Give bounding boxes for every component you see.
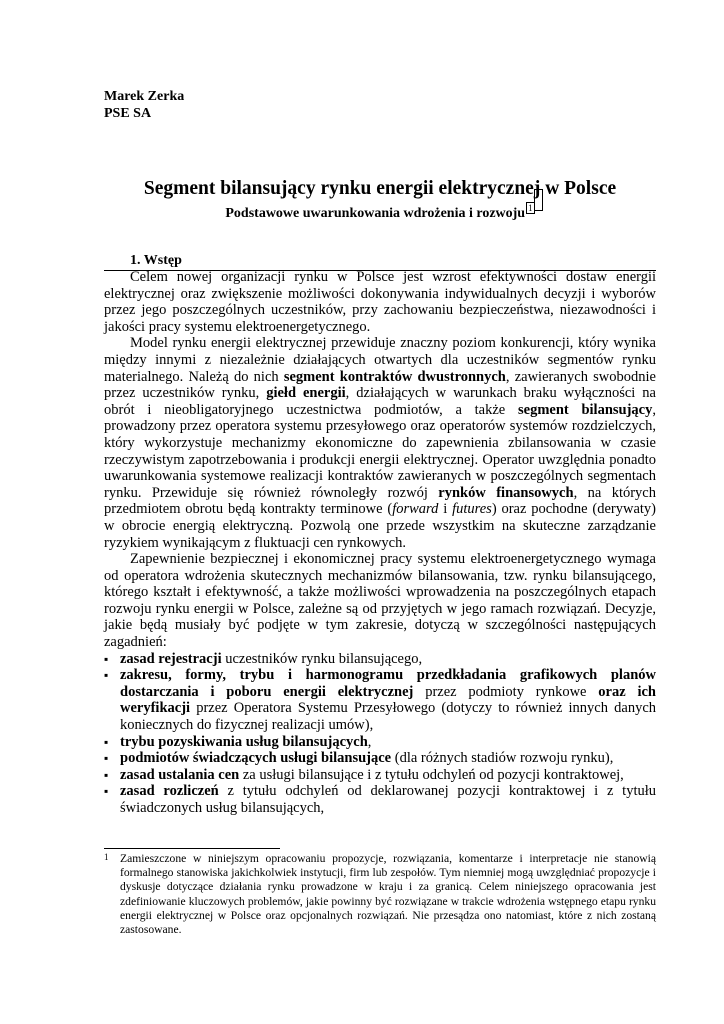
subtitle-text: Podstawowe uwarunkowania wdrożenia i rozwoju: [225, 206, 526, 221]
list-item: ▪ zasad rozliczeń z tytułu odchyleń od deklarowanej pozycji kontraktowej i z tytułu świadczonych usług bilansujących,: [104, 783, 656, 816]
list-item: ▪ trybu pozyskiwania usług bilansujących,: [104, 733, 372, 750]
footnote-number: 1: [104, 852, 109, 862]
footnote-separator: [104, 848, 280, 849]
document-title: [104, 178, 656, 200]
document-subtitle: [104, 202, 656, 222]
issues-list: [104, 651, 656, 817]
author-name: Marek Zerka: [104, 89, 185, 104]
bullet-icon: ▪: [104, 668, 109, 683]
paragraph-2: Model rynku energii elektrycznej przewiduje znaczny poziom konkurencji, który wynika między innymi z niezależnie działających otwartych dla uczestników segmentów rynku materialnego. Należą do nich segment kontraktów dwustronnych, zawieranych swobodnie przez uczestników rynku, giełd energii, działających w warunkach braku wyłączności na obrót i nieobligatoryjnego uczestnictwa podmiotów, a także segment bilansujący, prowadzony przez operatora systemu przesyłowego oraz operatorów systemów rozdzielczych, który wykorzystuje mechanizmy ekonomiczne do zapewnienia zbilansowania w czasie rzeczywistym zapotrzebowania i produkcji energii elektrycznej. Operator uwzględnia ponadto uwarunkowania systemowe realizacji kontraktów zawieranych w poszczególnych segmentach rynku. Przewiduje się również równoległy rozwój rynków finansowych, na których przedmiotem obrotu będą kontrakty terminowe (forward i futures) oraz pochodne (derywaty) w obrocie energią elektryczną. Pozwolą one przede wszystkim na skuteczne zarządzanie ryzykiem wynikającym z fluktuacji cen rynkowych.: [104, 335, 657, 551]
bullet-icon: ▪: [104, 651, 109, 666]
footnote-text: Zamieszczone w niniejszym opracowaniu propozycje, rozwiązania, komentarze i interpretacje nie stanowią formalnego stanowiska jakichkolwiek instytucji, firm lub zespołów. Tym niemniej mogą uwzględniać propozycje i dyskusje dotyczące działania rynku prowadzone w kraju i za granicą. Celem niniejszego opracowania jest zdefiniowanie kluczowych problemów, jakie powinny być rozwiązane w trakcie wdrożenia wstępnego etapu rynku energii elektrycznej w Polsce oraz opcjonalnych rozwiązań. Nie przesądza ono natomiast, które z nich zostaną zastosowane.: [120, 852, 656, 937]
author-organization: PSE SA: [104, 106, 152, 121]
bullet-icon: ▪: [104, 751, 109, 766]
author-block: [104, 88, 184, 122]
list-item: ▪ podmiotów świadczących usługi bilansujące (dla różnych stadiów rozwoju rynku),: [104, 750, 614, 767]
paragraph-3: Zapewnienie bezpiecznej i ekonomicznej pracy systemu elektroenergetycznego wymaga od operatora wdrożenia skutecznych mechanizmów bilansowania, tzw. rynku bilansującego, którego kształt i efektywność, a także możliwości wprowadzenia na poszczególnych etapach rozwoju rynku energii w Polsce, zależne są od przyjętych w jego ramach rozwiązań. Decyzje, jakie będą musiały być podjęte w tym zakresie, dotyczą w szczególności następujących zagadnień:: [104, 551, 656, 651]
section-heading: 1. Wstęp: [130, 253, 182, 268]
bullet-icon: ▪: [104, 784, 109, 799]
list-item: ▪ zasad rejestracji uczestników rynku bilansującego,: [104, 650, 423, 667]
list-item: ▪ zasad ustalania cen za usługi bilansujące i z tytułu odchyleń od pozycji kontraktowej,: [104, 766, 624, 783]
title-text: Segment bilansujący rynku energii elektrycznej w Polsce: [143, 178, 617, 199]
bullet-icon: ▪: [104, 734, 109, 749]
paragraph-1: Celem nowej organizacji rynku w Polsce jest wzrost efektywności dostaw energii elektrycznej oraz zwiększenie możliwości dokonywania indywidualnych decyzji i wyborów przez jego poszczególnych uczestników, przy zachowaniu bezpieczeństwa, niezawodności i jakości pracy systemu elektroenergetycznego.: [104, 269, 656, 335]
list-item: ▪ zakresu, formy, trybu i harmonogramu przedkładania grafikowych planów dostarczania i poboru energii elektrycznej przez podmioty rynkowe oraz ich weryfikacji przez Operatora Systemu Przesyłowego (dotyczy to również innych danych koniecznych do fizycznej realizacji umów),: [104, 667, 656, 734]
bullet-icon: ▪: [104, 767, 109, 782]
footnote: [104, 852, 656, 937]
body-text: [104, 269, 656, 817]
footnote-reference[interactable]: 1: [528, 203, 533, 213]
